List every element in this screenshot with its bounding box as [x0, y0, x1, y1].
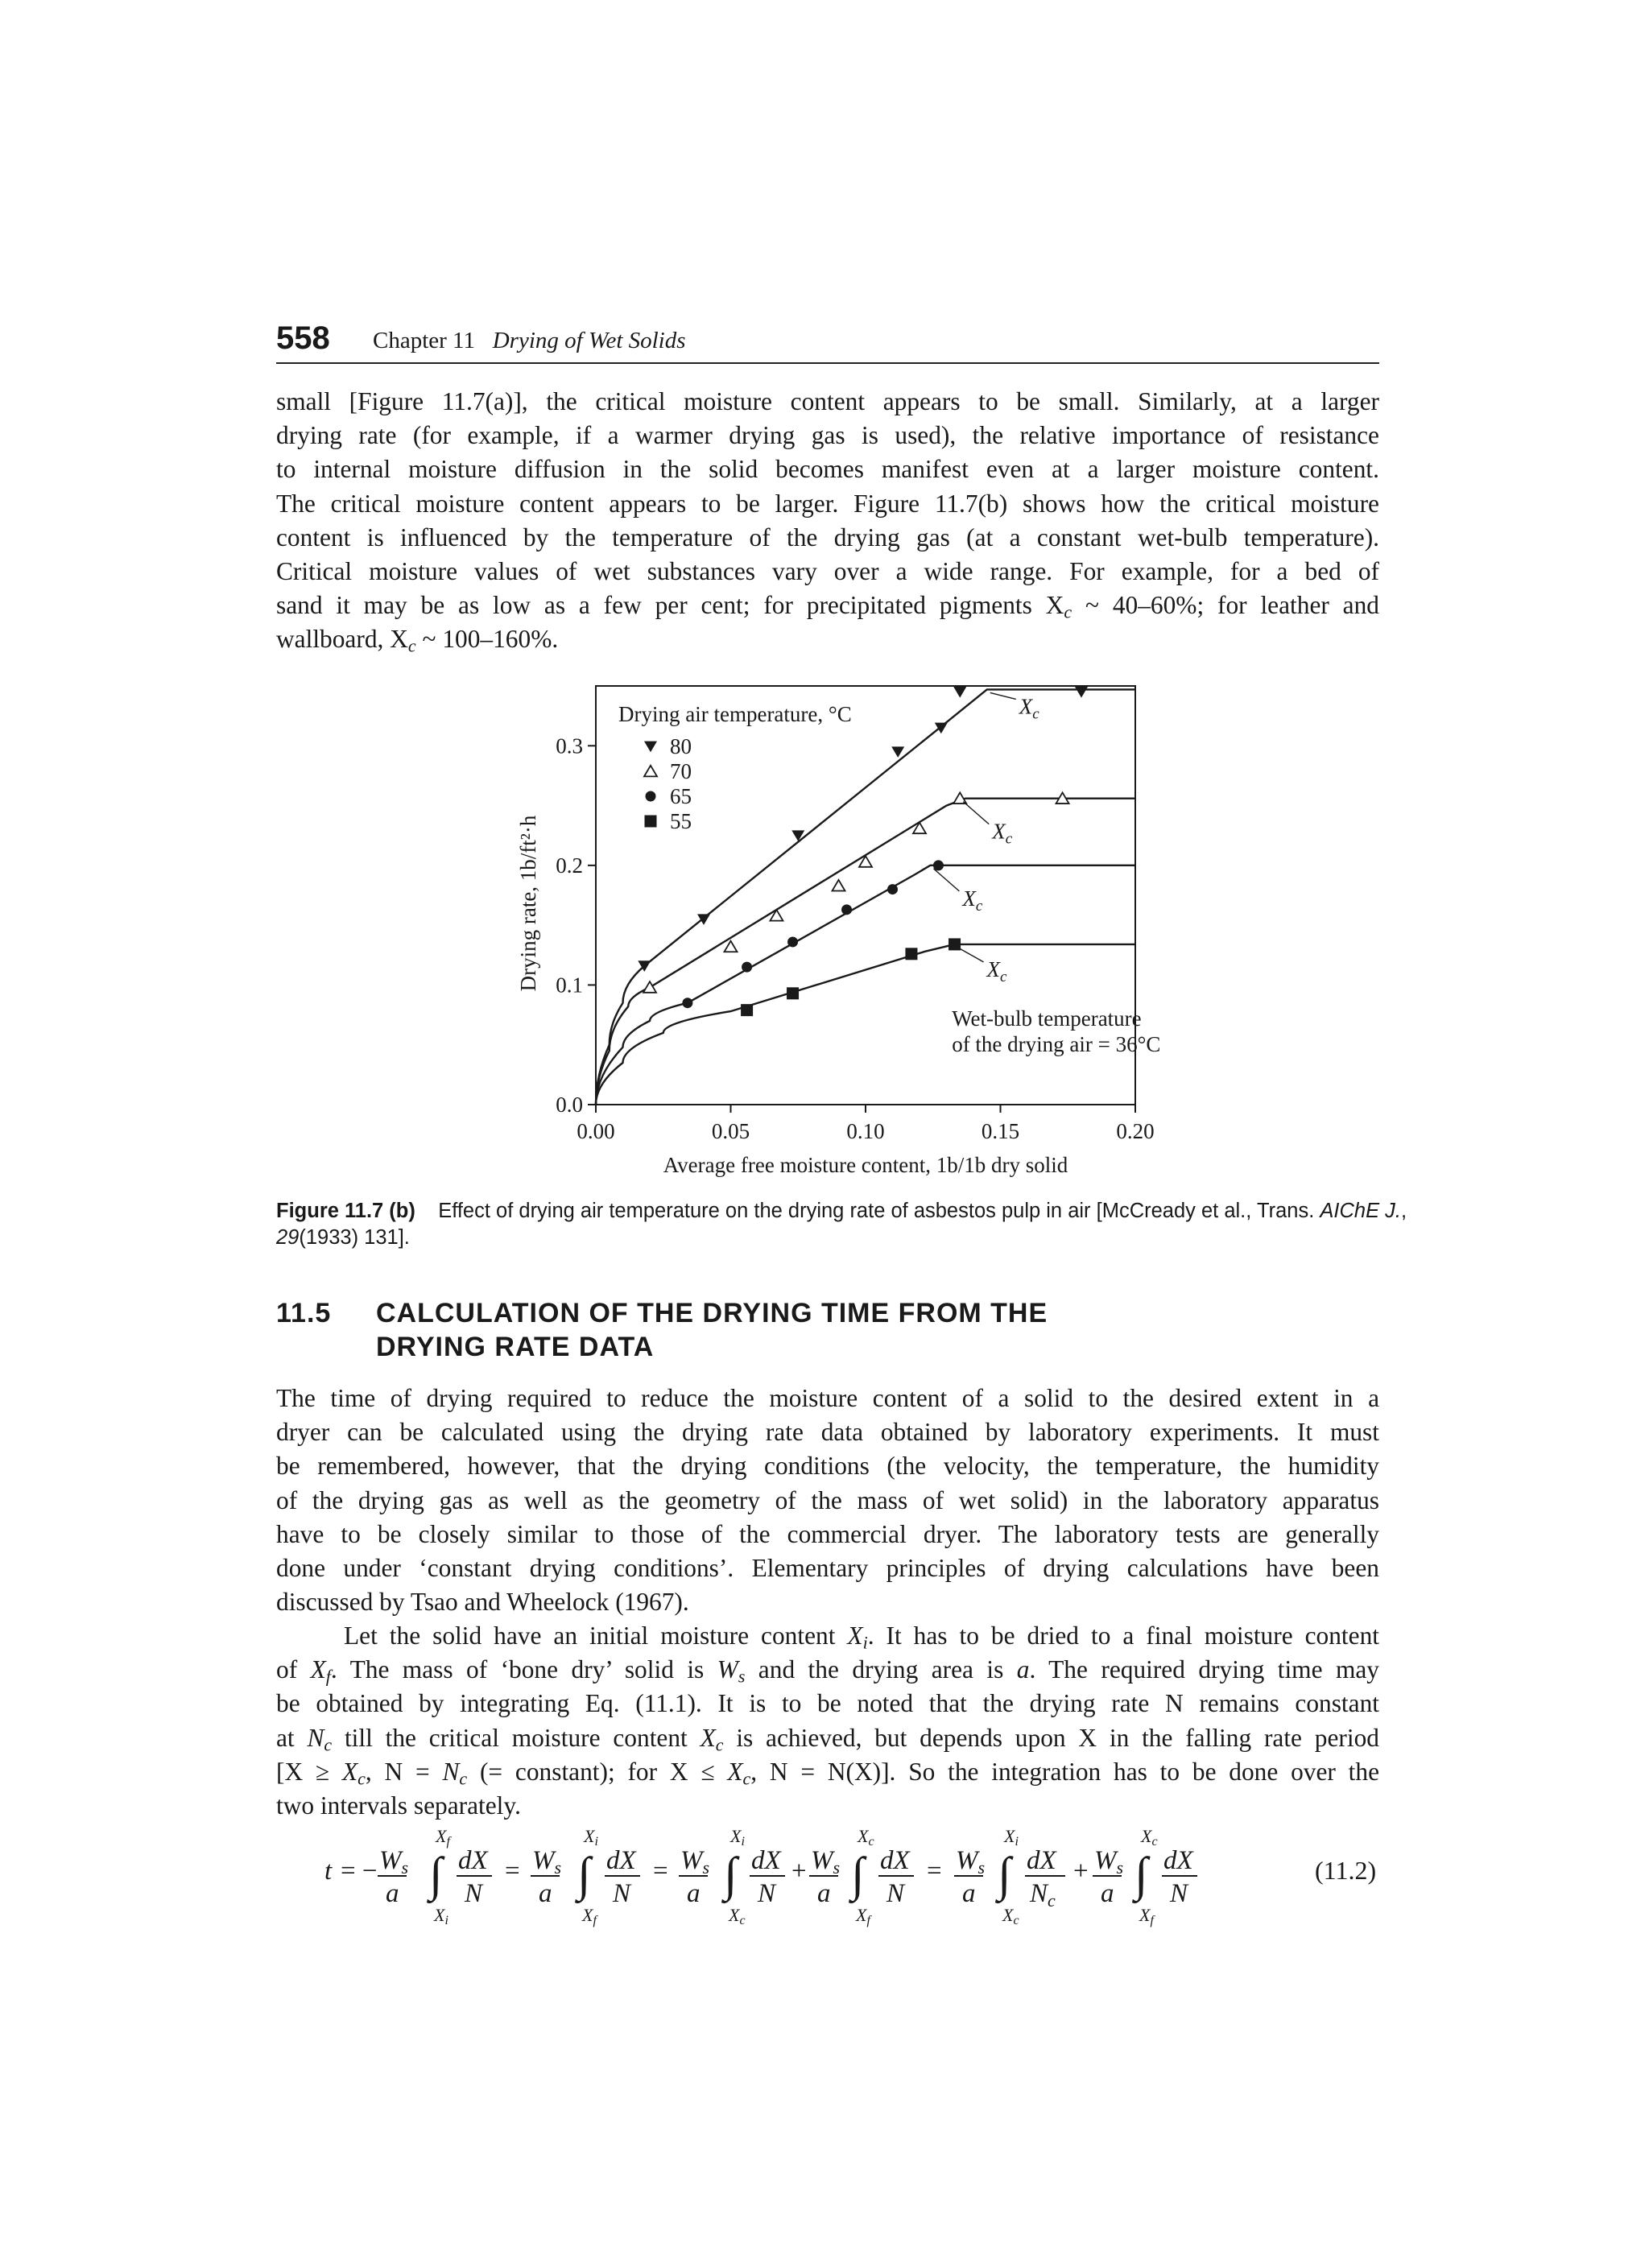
figure-caption: [276, 1198, 1407, 1251]
equation-number: (11.2): [1315, 1856, 1377, 1885]
text-fragment: . The required drying time may: [1029, 1655, 1379, 1684]
text-fragment: of: [276, 1655, 311, 1684]
text-line: of the drying gas as well as the geometry of the mass of wet solid) in the laboratory apparatus: [276, 1485, 1379, 1514]
text-line: dryer can be calculated using the drying rate data obtained by laboratory experiments. It must: [276, 1418, 1379, 1447]
legend-label-65: 65: [670, 784, 692, 808]
y-tick-label: 0.1: [556, 973, 583, 998]
section-heading: [276, 1296, 1048, 1364]
eq-ws: Ws: [680, 1846, 710, 1878]
equation-11-2: [276, 1826, 1379, 1931]
legend-marker-80: [644, 742, 657, 753]
eq-a: a: [539, 1879, 552, 1908]
eq-a: a: [817, 1879, 831, 1908]
integral-sign: ∫: [1134, 1848, 1148, 1901]
y-tick-label: 0.3: [556, 733, 583, 758]
data-point-55: [905, 948, 917, 960]
body-paragraph-2: [276, 1619, 1379, 1823]
drying-rate-chart: [499, 686, 1161, 1185]
text-fragment: is achieved, but depends upon X in the falling rate period: [723, 1723, 1379, 1752]
text-line: of $X_f$. The mass of ‘bone dry’ solid is $W_s$ and the drying area is a. The required drying time may: [276, 1655, 1379, 1687]
data-point-65: [682, 998, 692, 1008]
legend-label-80: 80: [670, 734, 692, 758]
eq-dx: dX: [606, 1846, 636, 1875]
x-axis-label: Average free moisture content, 1b/1b dry solid: [663, 1153, 1068, 1177]
text-line: done under ‘constant drying conditions’. Elementary principles of drying calculations have been: [276, 1554, 1379, 1583]
eq-a: a: [687, 1879, 701, 1908]
integral-sign: ∫: [724, 1848, 738, 1901]
legend-label-70: 70: [670, 759, 692, 783]
equation-body: [324, 1826, 1197, 1927]
eq-n: N: [758, 1879, 776, 1908]
eq-limit: Xi: [434, 1905, 448, 1927]
eq-plus: +: [1073, 1857, 1089, 1886]
data-point-65: [887, 884, 898, 894]
eq-limit: Xf: [1139, 1905, 1154, 1927]
eq-limit: Xf: [436, 1826, 450, 1849]
caption-line: [276, 1198, 1407, 1225]
text-line: be remembered, however, that the drying conditions (the velocity, the temperature, the humidity: [276, 1452, 1379, 1481]
eq-n: N: [886, 1879, 905, 1908]
data-point-70: [833, 880, 845, 891]
caption-text: ,: [1401, 1200, 1407, 1222]
text-fragment: [X ≥: [276, 1757, 342, 1786]
eq-limit: Xf: [856, 1905, 870, 1927]
eq-ws: Ws: [1094, 1846, 1124, 1878]
series-line-65: [596, 865, 1135, 1105]
eq-equals: = −: [341, 1857, 378, 1886]
legend-marker-70: [644, 766, 657, 777]
chapter-title: Drying of Wet Solids: [492, 328, 686, 353]
x-tick-label: 0.20: [1116, 1119, 1155, 1143]
wet-bulb-annotation: Wet-bulb temperature: [952, 1006, 1142, 1031]
critical-label-55: $X_c$: [986, 956, 1007, 985]
series-line-70: [596, 799, 1135, 1105]
data-point-80: [891, 746, 904, 758]
text-fragment: till the critical moisture content: [332, 1723, 701, 1752]
data-point-80: [953, 687, 966, 698]
eq-limit: Xc: [1002, 1905, 1019, 1927]
caption-volume: 29: [276, 1226, 300, 1249]
caption-journal: AIChE J.: [1320, 1200, 1401, 1222]
integral-sign: ∫: [577, 1848, 591, 1901]
text-line: [276, 589, 1379, 622]
eq-n: N: [465, 1879, 483, 1908]
eq-equals: =: [927, 1857, 942, 1886]
text-fragment: . It has to be dried to a final moisture content: [867, 1621, 1379, 1650]
integral-sign: ∫: [998, 1848, 1011, 1901]
text-line: drying rate (for example, if a warmer drying gas is used), the relative importance of resistance: [276, 421, 1379, 450]
integral-sign: ∫: [429, 1848, 443, 1901]
text-line: at $N_c$ till the critical moisture content $X_c$ is achieved, but depends upon X in the falling rate period: [276, 1723, 1379, 1755]
legend-label-55: 55: [670, 809, 692, 833]
section-heading-line: [276, 1296, 1048, 1330]
body-paragraph-1: [276, 1382, 1379, 1619]
wet-bulb-annotation: of the drying air = 36°C: [952, 1031, 1161, 1056]
eq-limit: Xi: [584, 1826, 598, 1849]
critical-pointer: [990, 692, 1016, 699]
text-fragment: sand it may be as low as a few per cent; for precipitated pigments X: [276, 591, 1064, 620]
x-tick-label: 0.05: [711, 1119, 750, 1143]
text-line: Let the solid have an initial moisture content $X_i$. It has to be dried to a final moisture content: [344, 1621, 1379, 1653]
critical-pointer: [933, 869, 959, 891]
text-fragment: Let the solid have an initial moisture content: [344, 1621, 848, 1650]
intro-paragraph: [276, 385, 1379, 657]
text-line: to internal moisture diffusion in the solid becomes manifest even at a larger moisture content.: [276, 455, 1379, 484]
text-line: The time of drying required to reduce the moisture content of a solid to the desired extent in a: [276, 1384, 1379, 1412]
eq-limit: Xc: [858, 1826, 874, 1849]
text-line: two intervals separately.: [276, 1791, 521, 1820]
data-point-65: [841, 904, 852, 915]
eq-limit: Xc: [729, 1905, 746, 1927]
section-title: CALCULATION OF THE DRYING TIME FROM THE: [376, 1298, 1048, 1328]
caption-text: (1933) 131].: [299, 1226, 410, 1249]
running-head: [373, 327, 686, 354]
eq-n: N: [613, 1879, 631, 1908]
data-point-70: [725, 941, 738, 952]
eq-ws: Ws: [379, 1846, 409, 1878]
text-fragment: (= constant); for X ≤: [467, 1757, 728, 1786]
caption-label: Figure 11.7 (b): [276, 1200, 415, 1222]
eq-dx: dX: [880, 1846, 910, 1875]
critical-label-80: $X_c$: [1019, 694, 1039, 723]
x-tick-label: 0.10: [846, 1119, 885, 1143]
text-line: discussed by Tsao and Wheelock (1967).: [276, 1588, 689, 1617]
eq-dx: dX: [1163, 1846, 1193, 1875]
eq-ws: Ws: [956, 1846, 986, 1878]
eq-limit: Xf: [582, 1905, 597, 1927]
text-fragment: at: [276, 1723, 308, 1752]
y-axis-label: Drying rate, 1b/ft²·h: [516, 815, 540, 992]
eq-ws: Ws: [811, 1846, 841, 1878]
eq-equals: =: [505, 1857, 520, 1886]
text-line: content is influenced by the temperature of the drying gas (at a constant wet-bulb temperature).: [276, 523, 1379, 552]
text-line: Critical moisture values of wet substances vary over a wide range. For example, for a bed of: [276, 557, 1379, 586]
section-number: 11.5: [276, 1298, 332, 1328]
data-point-65: [787, 936, 798, 947]
data-point-80: [791, 830, 804, 841]
data-point-65: [742, 962, 752, 973]
text-fragment: . The mass of ‘bone dry’ solid is: [330, 1655, 717, 1684]
eq-limit: Xi: [1004, 1826, 1019, 1849]
text-line: small [Figure 11.7(a)], the critical moisture content appears to be small. Similarly, at a larger: [276, 387, 1379, 415]
eq-a: a: [962, 1879, 976, 1908]
text-line: be obtained by integrating Eq. (11.1). It is to be noted that the drying rate N remains constant: [276, 1689, 1379, 1718]
text-fragment: and the drying area is: [745, 1655, 1017, 1684]
critical-pointer: [958, 948, 984, 962]
subscript: c: [1064, 601, 1072, 622]
eq-equals: =: [653, 1857, 668, 1886]
page-header: [276, 320, 1379, 364]
y-tick-label: 0.0: [556, 1093, 583, 1117]
critical-label-65: $X_c$: [962, 886, 983, 915]
eq-a: a: [386, 1879, 399, 1908]
eq-dx: dX: [458, 1846, 488, 1875]
legend-title: Drying air temperature, °C: [618, 702, 852, 726]
eq-a: a: [1101, 1879, 1114, 1908]
text-fragment: ~ 40–60%; for leather and: [1072, 591, 1379, 620]
data-point-70: [643, 981, 656, 993]
text-fragment: wallboard, X: [276, 625, 408, 654]
eq-ws: Ws: [532, 1846, 562, 1878]
eq-t: t: [324, 1857, 333, 1886]
eq-n: N: [1170, 1879, 1188, 1908]
data-point-80: [697, 914, 710, 925]
eq-nc: Nc: [1030, 1879, 1056, 1911]
eq-limit: Xc: [1141, 1826, 1158, 1849]
eq-dx: dX: [1027, 1846, 1056, 1875]
page-number: 558: [276, 320, 330, 356]
caption-text: Effect of drying air temperature on the drying rate of asbestos pulp in air [McCready et al., Trans.: [438, 1200, 1320, 1222]
text-line: [$X \ge X_c$, $N = N_c$ (= constant); for $X \le X_c$, N = N(X)]. So the integration has to be done over the: [276, 1757, 1379, 1789]
y-tick-label: 0.2: [556, 853, 583, 878]
data-point-55: [787, 987, 799, 999]
text-fragment: ~ 100–160%.: [415, 625, 559, 654]
critical-pointer: [963, 802, 989, 824]
legend-marker-65: [646, 791, 656, 802]
subscript: c: [407, 635, 416, 656]
text-fragment: , N =: [365, 1757, 443, 1786]
x-tick-label: 0.15: [981, 1119, 1020, 1143]
data-point-80: [935, 723, 948, 734]
text-line: have to be closely similar to those of the commercial dryer. The laboratory tests are generally: [276, 1519, 1379, 1548]
text-line: The critical moisture content appears to be larger. Figure 11.7(b) shows how the critical moisture: [276, 489, 1379, 518]
caption-line: [276, 1225, 1379, 1251]
text-fragment: , N = N(X)]. So the integration has to be done over the: [750, 1757, 1379, 1786]
eq-dx: dX: [751, 1846, 781, 1875]
chapter-number: Chapter 11: [373, 328, 475, 353]
eq-limit: Xi: [730, 1826, 745, 1849]
critical-label-70: $X_c$: [992, 819, 1013, 848]
integral-sign: ∫: [851, 1848, 865, 1901]
eq-plus: +: [791, 1857, 807, 1886]
text-line: [276, 622, 1379, 656]
x-tick-label: 0.00: [577, 1119, 615, 1143]
data-point-80: [1075, 687, 1088, 698]
section-title-cont: DRYING RATE DATA: [376, 1332, 655, 1362]
legend-marker-55: [645, 816, 657, 828]
data-point-55: [741, 1004, 753, 1016]
